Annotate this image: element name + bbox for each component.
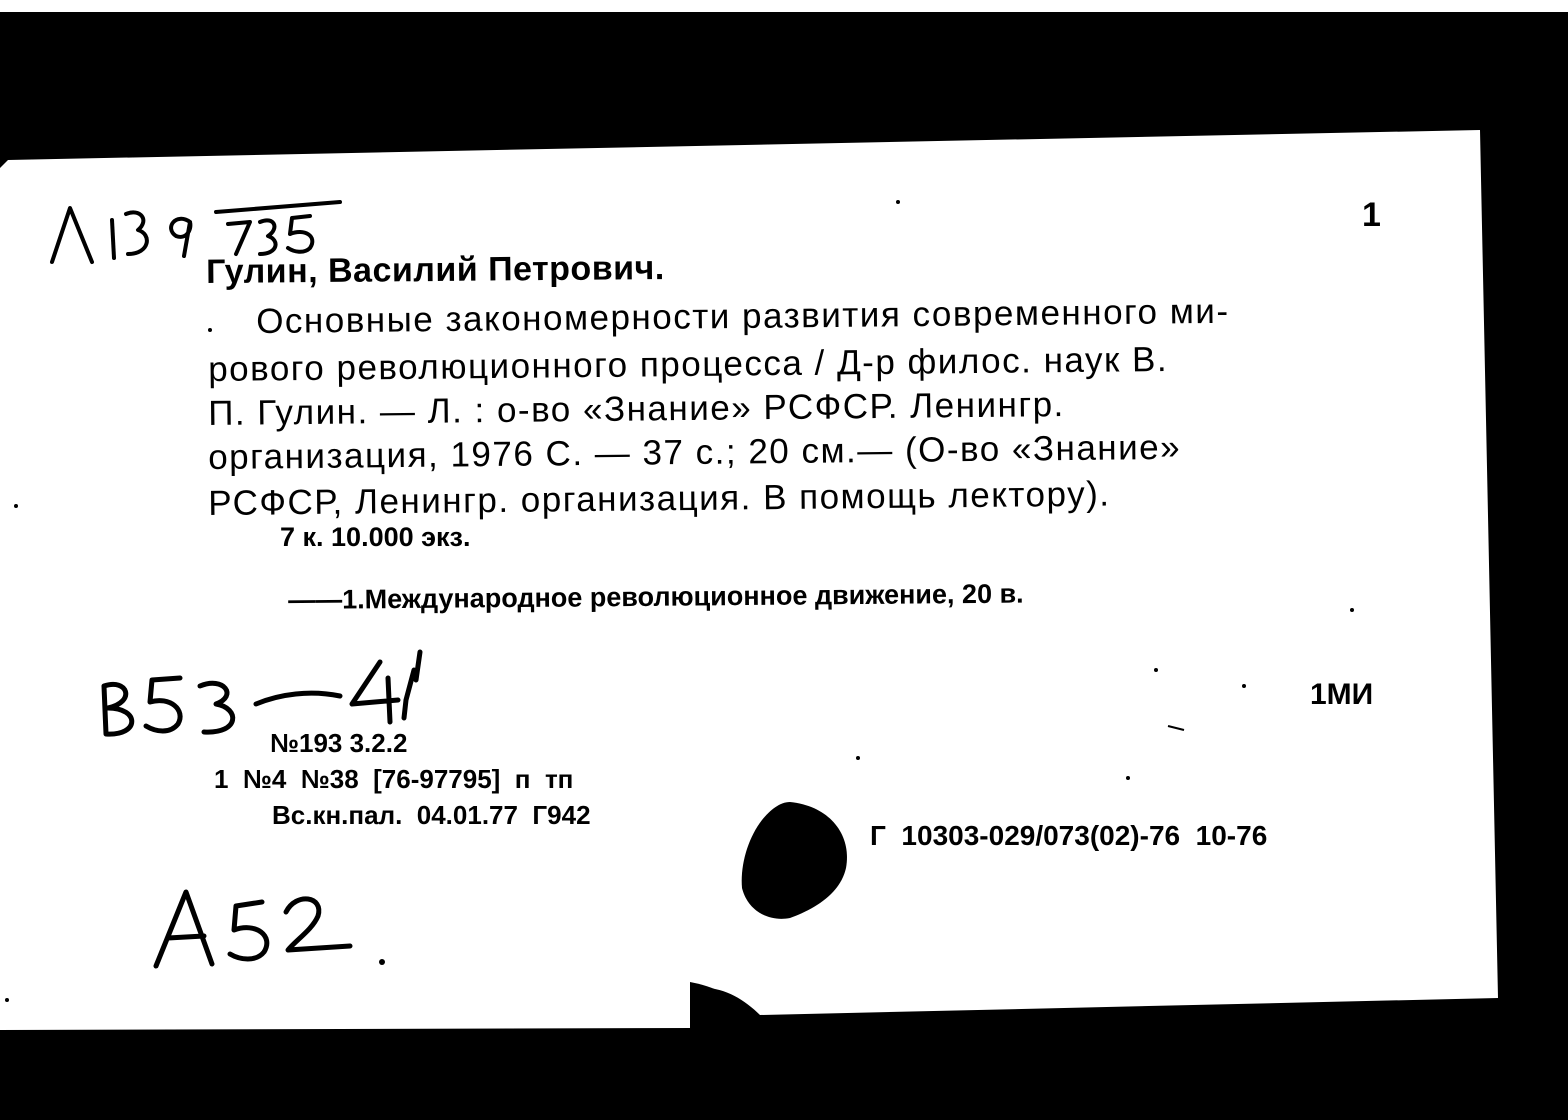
copies-mark: 1МИ [1310,678,1374,711]
description-line: рового революционного процесса / Д-р филос. наук В. [208,339,1169,389]
order-line-2: 1 №4 №38 [76-97795] п тп [214,764,574,794]
price-print-run: 7 к. 10.000 экз. [280,522,471,552]
description-line: Основные закономерности развития современного ми- [256,291,1230,341]
subject-heading: ——1.Международное революционное движение, 20 в. [288,578,1024,615]
publisher-code: Г 10303-029/073(02)-76 10-76 [870,820,1268,851]
card-number: 1 [1362,196,1381,234]
description-line: П. Гулин. — Л. : о-во «Знание» РСФСР. Ленингр. [208,385,1065,433]
description-line: РСФСР, Ленингр. организация. В помощь лектору). [208,474,1111,523]
catalog-card [0,130,1568,1040]
order-line-1: №193 3.2.2 [270,728,408,758]
scan-top-edge [0,0,1568,12]
author-heading: Гулин, Василий Петрович. [206,248,665,291]
scan-specks [0,130,1568,1040]
order-line-3: Вс.кн.пал. 04.01.77 Г942 [272,800,591,830]
description-line: организация, 1976 С. — 37 с.; 20 см.— (О-во «Знание» [208,427,1182,477]
